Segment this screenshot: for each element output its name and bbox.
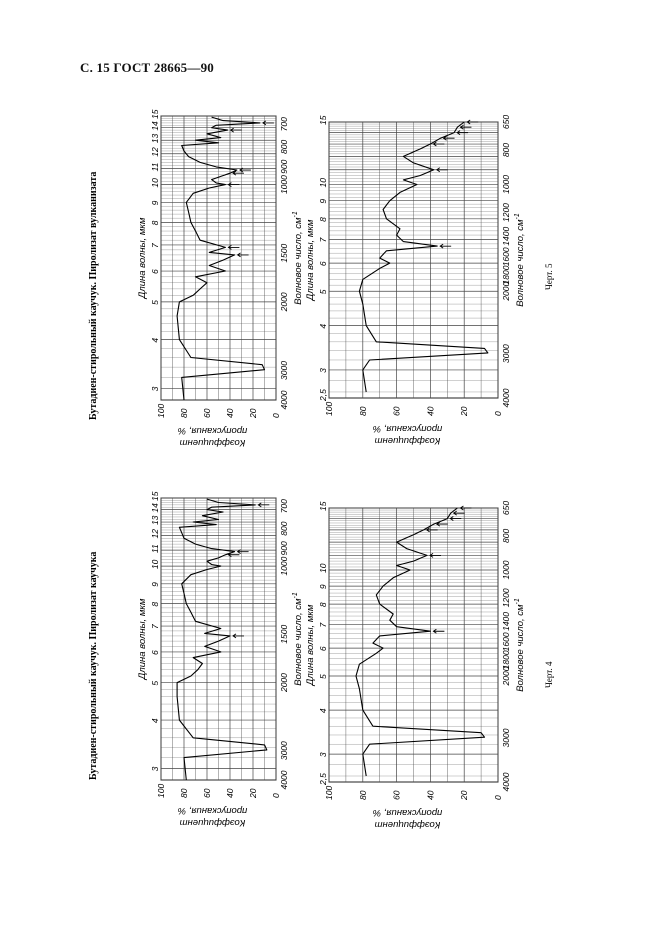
wavenumber-tick-label: 4000 <box>279 390 289 410</box>
wavenumber-tick-label: 1800 <box>501 265 511 285</box>
wavenumber-tick-label: 2000 <box>501 281 511 301</box>
wavelength-tick-label: 6 <box>318 261 328 267</box>
wavenumber-tick-label: 2000 <box>279 673 289 693</box>
wavenumber-tick-label: 3000 <box>501 728 511 748</box>
wavenumber-tick-label: 700 <box>279 499 289 514</box>
transmittance-axis-title-2: пропускания, % <box>177 805 248 816</box>
peak-arrow <box>467 120 478 124</box>
wavelength-tick-label: 3 <box>150 766 160 772</box>
wavelength-tick-label: 3 <box>318 752 328 758</box>
wavenumber-tick-label: 700 <box>279 117 289 132</box>
wavenumber-exponent: -1 <box>292 211 299 218</box>
wavelength-tick-label: 6 <box>150 650 160 655</box>
peak-arrow <box>433 629 444 633</box>
wavelength-tick-label: 10 <box>318 177 328 188</box>
wavenumber-tick-label: 800 <box>279 521 289 536</box>
wavelength-tick-label: 13 <box>150 133 160 144</box>
wavenumber-axis-title: Волновое число, $см^{-1}$ <box>292 592 304 686</box>
wavelength-tick-label: 10 <box>150 559 160 570</box>
page-header: С. 15 ГОСТ 28665—90 <box>80 60 214 75</box>
transmittance-tick-label: 80 <box>179 408 189 418</box>
transmittance-tick-label: 20 <box>459 790 470 800</box>
wavenumber-tick-label: 650 <box>501 500 511 516</box>
peak-arrow <box>450 517 461 521</box>
transmittance-tick-label: 20 <box>248 408 258 418</box>
wavelength-tick-label: 7 <box>318 237 328 243</box>
wavenumber-tick-label: 800 <box>279 139 289 154</box>
transmittance-tick-label: 40 <box>425 406 436 416</box>
wavelength-tick-label: 5 <box>150 680 160 686</box>
peak-arrow <box>228 553 239 557</box>
wavelength-tick-label: 7 <box>150 624 160 630</box>
transmittance-tick-label: 0 <box>493 795 503 800</box>
transmittance-axis-title: Коэффициент <box>374 435 441 446</box>
wavenumber-tick-label: 1800 <box>501 650 511 670</box>
peak-arrow <box>263 121 274 125</box>
figure-5-label: Черт. 5 <box>544 263 554 290</box>
peak-arrow <box>440 244 451 248</box>
wavelength-tick-label: 2,5 <box>318 773 328 785</box>
wavelength-tick-label: 9 <box>318 198 328 204</box>
wavelength-axis-title: Длина волны, мкм <box>137 598 148 680</box>
wavelength-tick-label: 15 <box>150 109 160 119</box>
peak-arrow <box>457 131 468 135</box>
transmittance-tick-label: 60 <box>391 790 402 800</box>
peak-arrow <box>437 522 448 526</box>
wavenumber-tick-label: 1600 <box>501 632 511 652</box>
wavelength-tick-label: 9 <box>150 582 160 587</box>
wavelength-tick-label: 5 <box>318 289 328 295</box>
transmittance-tick-label: 40 <box>225 408 235 418</box>
wavelength-tick-label: 15 <box>318 501 328 511</box>
transmittance-axis-title-2: пропускания, % <box>177 425 248 436</box>
wavelength-tick-label: 9 <box>150 200 160 206</box>
wavelength-tick-label: 14 <box>150 121 160 131</box>
right-caption: Бутадиен-стирольный каучук. Пиролизат вулканизата <box>88 171 99 420</box>
peak-arrow <box>228 183 239 187</box>
transmittance-tick-label: 100 <box>324 401 334 416</box>
wavenumber-axis-title: Волновое число, $см^{-1}$ <box>514 598 526 692</box>
transmittance-axis-title: Коэффициент <box>179 817 246 828</box>
wavelength-tick-label: 12 <box>150 529 160 539</box>
transmittance-axis-title-2: пропускания, % <box>372 807 443 818</box>
wavelength-tick-label: 7 <box>318 622 328 628</box>
wavelength-tick-label: 10 <box>318 563 328 574</box>
wavelength-tick-label: 11 <box>150 162 160 172</box>
transmittance-tick-label: 60 <box>391 406 402 416</box>
transmittance-tick-label: 0 <box>493 411 503 416</box>
peak-arrow <box>258 503 269 507</box>
wavenumber-tick-label: 650 <box>501 114 511 130</box>
wavelength-tick-label: 15 <box>318 115 328 125</box>
wavelength-tick-label: 8 <box>150 220 160 226</box>
wavelength-tick-label: 12 <box>150 147 160 157</box>
transmittance-axis-title-2: пропускания, % <box>372 423 443 434</box>
wavenumber-tick-label: 3000 <box>501 344 511 364</box>
wavelength-tick-label: 15 <box>150 491 160 501</box>
wavenumber-tick-label: 1600 <box>501 247 511 267</box>
wavenumber-tick-label: 1200 <box>501 203 511 223</box>
wavenumber-tick-label: 1400 <box>501 611 511 631</box>
wavelength-axis-title: Длина волны, мкм <box>137 217 148 299</box>
transmittance-tick-label: 80 <box>357 406 368 416</box>
wavenumber-tick-label: 1500 <box>279 243 289 263</box>
wavelength-tick-label: 5 <box>150 300 160 305</box>
peak-arrow <box>433 142 444 146</box>
transmittance-tick-label: 20 <box>459 406 470 416</box>
wavelength-tick-label: 11 <box>150 544 160 554</box>
transmittance-tick-label: 0 <box>271 413 281 418</box>
wavelength-axis-title: Длина волны, мкм <box>305 219 316 301</box>
left-caption: Бутадиен-стирольный каучук. Пиролизат каучука <box>88 551 99 780</box>
wavenumber-tick-label: 1000 <box>501 560 511 580</box>
wavenumber-exponent: -1 <box>292 592 299 599</box>
transmittance-tick-label: 20 <box>248 788 258 798</box>
wavelength-tick-label: 8 <box>318 602 328 608</box>
transmittance-tick-label: 100 <box>156 403 166 418</box>
spectrum-line <box>356 508 485 776</box>
wavenumber-tick-label: 1000 <box>501 174 511 194</box>
wavelength-tick-label: 2,5 <box>318 389 328 401</box>
wavelength-tick-label: 13 <box>150 515 160 526</box>
wavelength-tick-label: 4 <box>150 718 160 724</box>
peak-arrow <box>460 506 471 510</box>
transmittance-tick-label: 60 <box>202 408 212 418</box>
transmittance-tick-label: 40 <box>425 790 436 800</box>
transmittance-tick-label: 80 <box>357 790 368 800</box>
wavelength-axis-title: Длина волны, мкм <box>305 604 316 686</box>
peak-arrow <box>233 634 244 638</box>
peak-arrow <box>437 168 448 172</box>
wavelength-tick-label: 6 <box>318 646 328 652</box>
peak-arrow <box>444 136 455 140</box>
transmittance-tick-label: 100 <box>324 785 334 800</box>
wavenumber-tick-label: 4000 <box>501 388 511 408</box>
wavenumber-axis-title: Волновое число, $см^{-1}$ <box>292 211 304 305</box>
peak-arrow <box>238 253 249 257</box>
chart-left-bottom <box>305 501 526 830</box>
wavelength-tick-label: 10 <box>150 178 160 188</box>
wavelength-tick-label: 4 <box>150 337 160 343</box>
wavelength-tick-label: 14 <box>150 503 160 513</box>
chart-left-top <box>137 491 304 828</box>
peak-arrow <box>460 125 471 129</box>
spectrum-line <box>359 122 488 392</box>
transmittance-tick-label: 40 <box>225 788 235 798</box>
wavenumber-tick-label: 1000 <box>279 556 289 576</box>
wavenumber-exponent: -1 <box>514 213 521 220</box>
wavelength-tick-label: 8 <box>318 217 328 222</box>
transmittance-axis-title: Коэффициент <box>374 819 441 830</box>
chart-right-top <box>137 109 304 448</box>
wavenumber-tick-label: 900 <box>279 159 289 174</box>
peak-arrow <box>427 528 438 532</box>
wavenumber-tick-label: 3000 <box>279 741 289 761</box>
wavenumber-tick-label: 1500 <box>279 624 289 644</box>
wavenumber-axis-title: Волновое число, $см^{-1}$ <box>514 213 526 307</box>
wavelength-tick-label: 5 <box>318 674 328 680</box>
chart-right-bottom <box>305 115 526 446</box>
peak-arrow <box>430 553 441 557</box>
peak-arrow <box>454 511 465 515</box>
wavelength-tick-label: 7 <box>150 243 160 248</box>
wavenumber-tick-label: 1400 <box>501 226 511 246</box>
peak-arrow <box>228 245 239 249</box>
wavenumber-tick-label: 1200 <box>501 588 511 608</box>
transmittance-axis-title: Коэффициент <box>179 437 246 448</box>
transmittance-tick-label: 80 <box>179 788 189 798</box>
wavelength-tick-label: 8 <box>150 601 160 607</box>
transmittance-tick-label: 0 <box>271 793 281 798</box>
wavenumber-tick-label: 900 <box>279 541 289 556</box>
wavelength-tick-label: 4 <box>318 323 328 329</box>
wavelength-tick-label: 4 <box>318 708 328 714</box>
wavenumber-tick-label: 2000 <box>279 292 289 312</box>
transmittance-tick-label: 100 <box>156 783 166 798</box>
wavenumber-tick-label: 4000 <box>279 770 289 790</box>
wavelength-tick-label: 3 <box>318 368 328 373</box>
peak-arrow <box>231 128 242 132</box>
wavenumber-tick-label: 3000 <box>279 361 289 380</box>
figure-4-label: Черт. 4 <box>544 661 554 688</box>
wavenumber-tick-label: 4000 <box>501 772 511 792</box>
wavelength-tick-label: 6 <box>150 269 160 275</box>
wavenumber-exponent: -1 <box>514 598 521 605</box>
wavenumber-tick-label: 800 <box>501 528 511 543</box>
wavenumber-tick-label: 1000 <box>279 175 289 195</box>
wavenumber-tick-label: 2000 <box>501 666 511 686</box>
wavelength-tick-label: 3 <box>150 386 160 392</box>
wavelength-tick-label: 9 <box>318 584 328 590</box>
wavenumber-tick-label: 800 <box>501 142 511 158</box>
transmittance-tick-label: 60 <box>202 788 212 798</box>
